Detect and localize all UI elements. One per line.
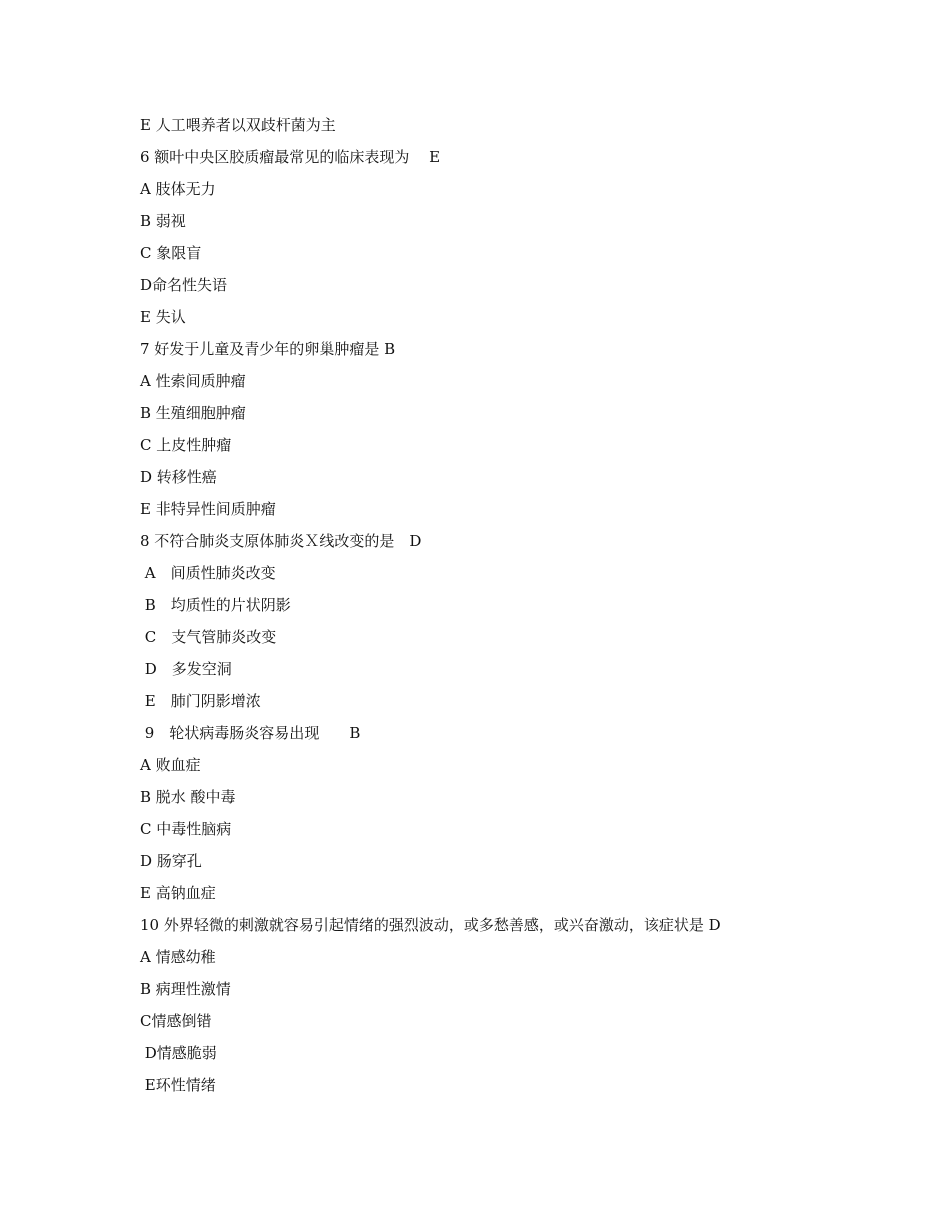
option-line: C 支气管肺炎改变 xyxy=(140,628,277,646)
option-line: D命名性失语 xyxy=(140,276,228,294)
option-line: B 均质性的片状阴影 xyxy=(140,596,291,614)
question-line: 9 轮状病毒肠炎容易出现 B xyxy=(140,724,361,742)
option-line: E 肺门阴影增浓 xyxy=(140,692,261,710)
option-line: A 性索间质肿瘤 xyxy=(140,372,246,390)
option-line: A 肢体无力 xyxy=(140,180,216,198)
question-line: 8 不符合肺炎支原体肺炎Ｘ线改变的是 D xyxy=(140,532,422,550)
option-line: A 情感幼稚 xyxy=(140,948,216,966)
option-line: E 人工喂养者以双歧杆菌为主 xyxy=(140,116,336,134)
option-line: E 失认 xyxy=(140,308,186,326)
option-line: C 象限盲 xyxy=(140,244,202,262)
option-line: D 肠穿孔 xyxy=(140,852,202,870)
option-line: E 非特异性间质肿瘤 xyxy=(140,500,276,518)
option-line: B 生殖细胞肿瘤 xyxy=(140,404,246,422)
option-line: D 多发空洞 xyxy=(140,660,232,678)
option-line: E环性情绪 xyxy=(140,1076,216,1094)
option-line: C 中毒性脑病 xyxy=(140,820,232,838)
option-line: A 间质性肺炎改变 xyxy=(140,564,276,582)
option-line: C 上皮性肿瘤 xyxy=(140,436,232,454)
option-line: C情感倒错 xyxy=(140,1012,212,1030)
option-line: B 病理性激情 xyxy=(140,980,231,998)
option-line: A 败血症 xyxy=(140,756,201,774)
option-line: D情感脆弱 xyxy=(140,1044,217,1062)
question-line: 6 额叶中央区胶质瘤最常见的临床表现为 E xyxy=(140,148,441,166)
option-line: D 转移性癌 xyxy=(140,468,217,486)
question-line: 10 外界轻微的刺激就容易引起情绪的强烈波动，或多愁善感，或兴奋激动，该症状是 D xyxy=(140,916,721,934)
question-line: 7 好发于儿童及青少年的卵巢肿瘤是 B xyxy=(140,340,396,358)
question-list xyxy=(140,112,900,1104)
option-line: E 高钠血症 xyxy=(140,884,216,902)
option-line: B 弱视 xyxy=(140,212,186,230)
option-line: B 脱水 酸中毒 xyxy=(140,788,236,806)
